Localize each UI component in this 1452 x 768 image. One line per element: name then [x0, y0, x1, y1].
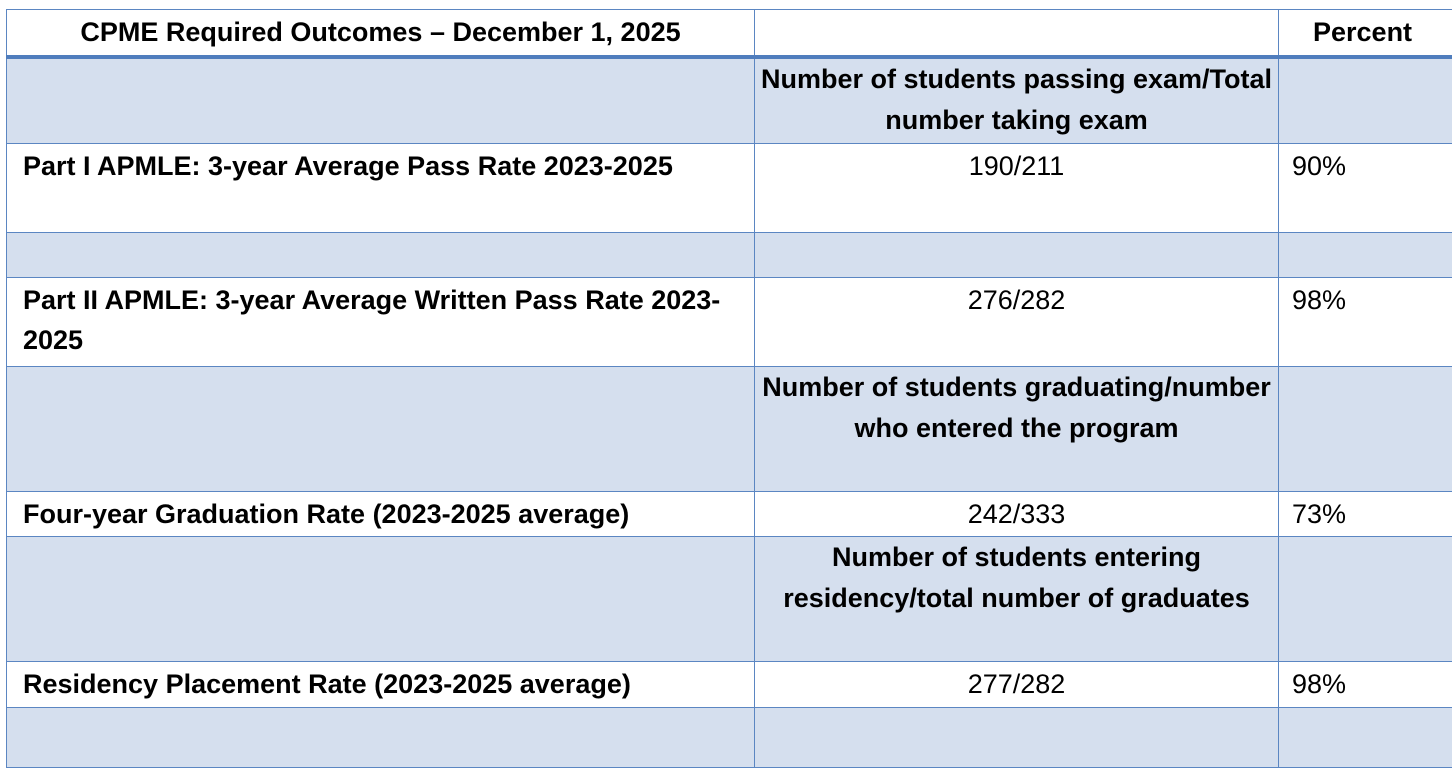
row-percent: 90%: [1279, 143, 1452, 232]
empty-cell: [7, 57, 755, 143]
row-percent: 98%: [1279, 277, 1452, 366]
row-label: Part I APMLE: 3-year Average Pass Rate 2023-2025: [7, 143, 755, 232]
empty-cell: [7, 536, 755, 661]
row-label: Residency Placement Rate (2023-2025 average): [7, 661, 755, 707]
residency-column-header: Number of students entering residency/total number of graduates: [755, 536, 1279, 661]
subheader-row: [7, 57, 1452, 143]
empty-cell: [7, 707, 755, 767]
subheader-row: [7, 536, 1452, 661]
table-row: [7, 277, 1452, 366]
row-percent: [1279, 232, 1452, 277]
table-row: [7, 661, 1452, 707]
table-header-row: [7, 10, 1452, 58]
spacer-row: [7, 232, 1452, 277]
empty-cell: [1279, 366, 1452, 491]
row-percent: 98%: [1279, 661, 1452, 707]
pass-rate-column-header: Number of students passing exam/Total number taking exam: [755, 57, 1279, 143]
row-label: [7, 232, 755, 277]
percent-column-header: Percent: [1279, 10, 1452, 58]
row-ratio: 190/211: [755, 143, 1279, 232]
row-percent: 73%: [1279, 491, 1452, 536]
row-ratio: 276/282: [755, 277, 1279, 366]
row-ratio: 277/282: [755, 661, 1279, 707]
empty-cell: [1279, 536, 1452, 661]
table-title: CPME Required Outcomes – December 1, 2025: [7, 10, 755, 58]
table-row: [7, 143, 1452, 232]
spacer-row: [7, 707, 1452, 767]
subheader-row: [7, 366, 1452, 491]
graduation-column-header: Number of students graduating/number who entered the program: [755, 366, 1279, 491]
row-ratio: [755, 232, 1279, 277]
table-row: [7, 491, 1452, 536]
header-middle-cell: [755, 10, 1279, 58]
empty-cell: [1279, 57, 1452, 143]
row-label: Part II APMLE: 3-year Average Written Pass Rate 2023-2025: [7, 277, 755, 366]
empty-cell: [755, 707, 1279, 767]
row-ratio: 242/333: [755, 491, 1279, 536]
empty-cell: [1279, 707, 1452, 767]
row-label: Four-year Graduation Rate (2023-2025 average): [7, 491, 755, 536]
outcomes-table: [6, 9, 1452, 768]
empty-cell: [7, 366, 755, 491]
